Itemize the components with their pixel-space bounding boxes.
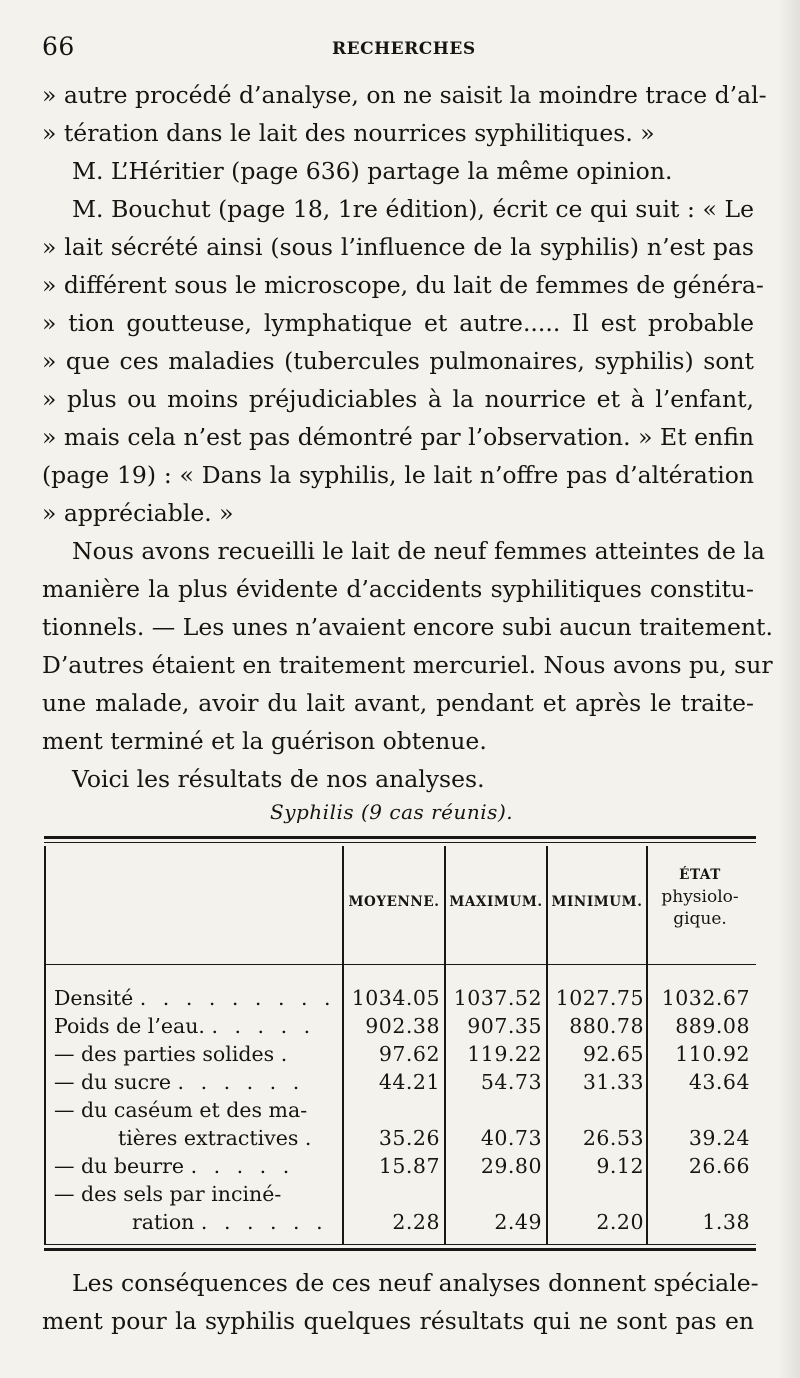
row-label-text: — du sucre (54, 1070, 171, 1094)
row-label-text: — des sels par inciné- (54, 1182, 282, 1206)
cell-maximum: 907.35 (467, 1014, 542, 1038)
cell-etat-physiologique: 39.24 (688, 1126, 750, 1150)
text-line: » appréciable. » (42, 499, 234, 527)
cell-etat-physiologique: 1.38 (702, 1210, 750, 1234)
cell-minimum: 9.12 (596, 1154, 644, 1178)
row-label-text: Poids de l’eau. (54, 1014, 205, 1038)
table-row (44, 1014, 756, 1041)
text-line: » différent sous le microscope, du lait de femmes de généra- (42, 271, 764, 299)
table-caption: Syphilis (9 cas réunis). (270, 800, 514, 824)
leader-dots: . (304, 1126, 317, 1150)
text-line: » plus ou moins préjudiciables à la nourrice et à l’enfant, (42, 385, 754, 413)
running-title: RECHERCHES (332, 39, 476, 59)
row-label (54, 1070, 342, 1094)
text-line: ment pour la syphilis quelques résultats qui ne sont pas en (42, 1307, 754, 1335)
cell-moyenne: 2.28 (392, 1210, 440, 1234)
table-row (44, 1098, 756, 1125)
text-line: D’autres étaient en traitement mercuriel. Nous avons pu, sur (42, 651, 773, 679)
cell-maximum: 2.49 (494, 1210, 542, 1234)
cell-minimum: 880.78 (569, 1014, 644, 1038)
table-top-rule-thin (44, 842, 756, 843)
running-head (42, 32, 752, 62)
cell-moyenne: 97.62 (378, 1042, 440, 1066)
row-label-text: ration (132, 1210, 195, 1234)
row-label (54, 1098, 342, 1122)
row-label-text: — des parties solides (54, 1042, 275, 1066)
cell-maximum: 40.73 (480, 1126, 542, 1150)
etat-header-line: gique. (673, 909, 727, 929)
cell-etat-physiologique: 1032.67 (661, 986, 750, 1010)
cell-minimum: 26.53 (582, 1126, 644, 1150)
column-header-maximum: MAXIMUM. (449, 894, 543, 910)
table-row (44, 1210, 756, 1237)
text-line: ment terminé et la guérison obtenue. (42, 727, 487, 755)
leader-dots: . . . . . (211, 1014, 316, 1038)
row-label-text: — du beurre (54, 1154, 185, 1178)
text-line: Les conséquences de ces neuf analyses donnent spéciale- (72, 1269, 759, 1297)
cell-minimum: 92.65 (582, 1042, 644, 1066)
leader-dots: . . . . . . (200, 1210, 328, 1234)
table-row (44, 1070, 756, 1097)
column-header-moyenne: MOYENNE. (348, 894, 440, 910)
leader-dots: . . . . . . (177, 1070, 305, 1094)
text-line: » tion goutteuse, lymphatique et autre..... Il est probable (42, 309, 754, 337)
table-row (44, 1042, 756, 1069)
text-line: » mais cela n’est pas démontré par l’observation. » Et enfin (42, 423, 754, 451)
column-header-minimum: MINIMUM. (551, 894, 643, 910)
cell-etat-physiologique: 110.92 (675, 1042, 750, 1066)
text-line: » autre procédé d’analyse, on ne saisit la moindre trace d’al- (42, 81, 767, 109)
table-bottom-rule-thin (44, 1244, 756, 1245)
row-label (54, 1126, 342, 1150)
cell-minimum: 2.20 (596, 1210, 644, 1234)
row-label-text: — du caséum et des ma- (54, 1098, 308, 1122)
cell-maximum: 54.73 (480, 1070, 542, 1094)
cell-minimum: 1027.75 (555, 986, 644, 1010)
leader-dots: . . . . . (190, 1154, 295, 1178)
cell-moyenne: 1034.05 (351, 986, 440, 1010)
cell-etat-physiologique: 889.08 (675, 1014, 750, 1038)
table-row (44, 1182, 756, 1209)
table-top-rule (44, 836, 756, 839)
row-label (54, 1154, 342, 1178)
cell-maximum: 29.80 (480, 1154, 542, 1178)
column-header-etat-physiologique (644, 864, 756, 930)
page-number: 66 (42, 32, 75, 61)
cell-moyenne: 15.87 (378, 1154, 440, 1178)
page-edge-shadow (778, 0, 800, 1378)
row-label (54, 1042, 342, 1066)
cell-moyenne: 44.21 (378, 1070, 440, 1094)
row-label-text: Densité (54, 986, 134, 1010)
text-line: manière la plus évidente d’accidents syphilitiques constitu- (42, 575, 754, 603)
text-line: » lait sécrété ainsi (sous l’influence de la syphilis) n’est pas (42, 233, 754, 261)
row-label (54, 1182, 342, 1206)
text-line: tionnels. — Les unes n’avaient encore subi aucun traitement. (42, 613, 773, 641)
cell-etat-physiologique: 43.64 (688, 1070, 750, 1094)
row-label-text: tières extractives (118, 1126, 299, 1150)
cell-minimum: 31.33 (582, 1070, 644, 1094)
cell-moyenne: 902.38 (365, 1014, 440, 1038)
cell-maximum: 119.22 (467, 1042, 542, 1066)
analysis-table (44, 836, 756, 1252)
text-line: Voici les résultats de nos analyses. (72, 765, 485, 793)
text-line: (page 19) : « Dans la syphilis, le lait n’offre pas d’altération (42, 461, 754, 489)
cell-etat-physiologique: 26.66 (688, 1154, 750, 1178)
text-line: » que ces maladies (tubercules pulmonaires, syphilis) sont (42, 347, 754, 375)
text-line: Nous avons recueilli le lait de neuf femmes atteintes de la (72, 537, 765, 565)
cell-maximum: 1037.52 (453, 986, 542, 1010)
table-row (44, 1126, 756, 1153)
row-label (54, 986, 342, 1010)
table-bottom-rule (44, 1248, 756, 1251)
etat-header-line: physiolo- (661, 887, 739, 907)
row-label (54, 1014, 342, 1038)
text-line: une malade, avoir du lait avant, pendant et après le traite- (42, 689, 754, 717)
text-line: M. Bouchut (page 18, 1re édition), écrit ce qui suit : « Le (72, 195, 754, 223)
text-line: M. L’Héritier (page 636) partage la même opinion. (72, 157, 673, 185)
row-label (54, 1210, 342, 1234)
text-line: » tération dans le lait des nourrices syphilitiques. » (42, 119, 655, 147)
leader-dots: . . . . . . . . . (139, 986, 336, 1010)
table-header-rule (44, 964, 756, 965)
leader-dots: . (280, 1042, 293, 1066)
etat-header-line: ÉTAT (679, 867, 721, 883)
table-row (44, 1154, 756, 1181)
cell-moyenne: 35.26 (378, 1126, 440, 1150)
table-row (44, 986, 756, 1013)
